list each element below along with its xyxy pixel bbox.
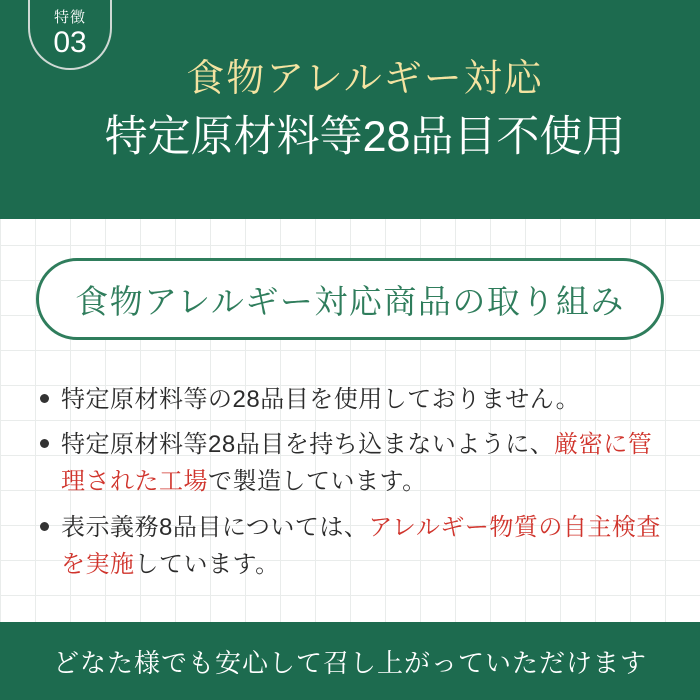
- list-item-text: [61, 381, 580, 418]
- bullet-list: [40, 381, 670, 591]
- list-item: [40, 381, 670, 418]
- list-item: [40, 509, 670, 583]
- footer-band: [0, 622, 700, 700]
- header-titles: [0, 56, 700, 165]
- list-item: [40, 426, 670, 500]
- bullet-dot-icon: [40, 522, 49, 531]
- section-title-pill: [36, 258, 664, 340]
- highlighted-text: アレルギー物質の自主検査を実施: [61, 513, 661, 578]
- plain-text: 表示義務8品目については、: [61, 513, 369, 541]
- footer-text: どなた様でも安心して召し上がっていただけます: [52, 647, 647, 678]
- section-title-border: [36, 258, 664, 340]
- plain-text: で製造しています。: [208, 468, 427, 496]
- section-title-text: 食物アレルギー対応商品の取り組み: [75, 282, 625, 320]
- bullet-dot-icon: [40, 439, 49, 448]
- list-item-text: [61, 509, 670, 583]
- list-item-text: [61, 426, 670, 500]
- highlighted-text: 厳密に管理された工場: [61, 431, 653, 496]
- badge-label: 特徴: [53, 9, 86, 26]
- plain-text: 特定原材料等28品目を持ち込まないように、: [61, 431, 555, 459]
- header-main-title: 特定原材料等28品目不使用: [104, 112, 626, 161]
- plain-text: しています。: [134, 550, 280, 578]
- plain-text: 特定原材料等の28品目を使用しておりません。: [61, 386, 581, 413]
- header-accent-title: 食物アレルギー対応: [186, 58, 544, 100]
- bullet-dot-icon: [40, 394, 49, 403]
- badge-number: 03: [53, 26, 87, 59]
- header-band: [0, 0, 700, 219]
